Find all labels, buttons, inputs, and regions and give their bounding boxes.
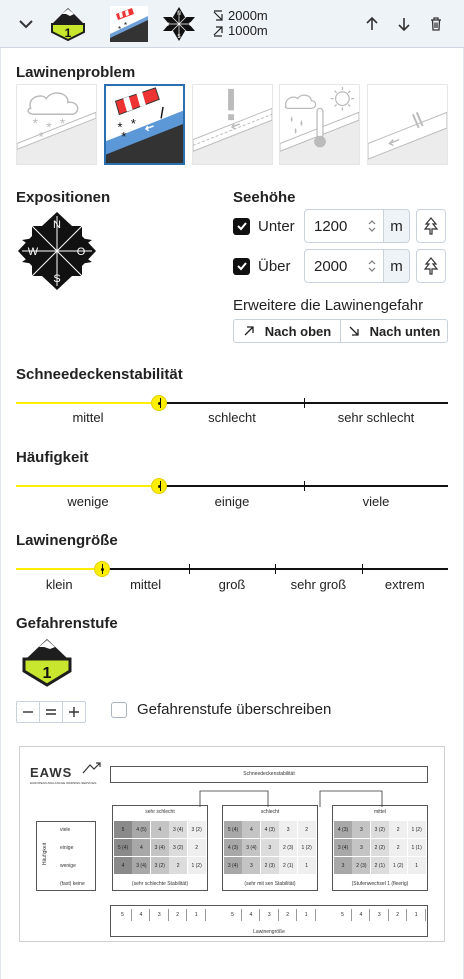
matrix-cell: 2	[169, 857, 187, 874]
svg-text:*: *	[121, 129, 127, 145]
elevation-upper-row	[233, 249, 410, 283]
matrix-row-label: wenige	[60, 863, 76, 869]
danger-level-number: 1	[42, 665, 52, 682]
stability-options	[16, 410, 448, 428]
new-snow-icon	[17, 85, 96, 164]
matrix-column-header: mittel	[374, 809, 386, 815]
matrix-cell: 4	[151, 821, 169, 838]
size-title: Lawinengröße	[16, 532, 118, 549]
matrix-row-label: einige	[60, 845, 74, 851]
matrix-cell: 3	[352, 821, 370, 838]
slider-knob[interactable]	[151, 478, 167, 494]
matrix-cell: 3 (2)	[151, 857, 169, 874]
aspect-label-e: O	[76, 246, 86, 258]
aspect-label-n: N	[53, 219, 61, 231]
matrix-size-cell: 4	[132, 909, 150, 921]
matrix-cell: 1 (2)	[298, 839, 316, 856]
slider-option-label[interactable]: wenige	[67, 494, 109, 509]
matrix-cell: 3 (2)	[371, 821, 389, 838]
slider-tick	[304, 398, 305, 408]
matrix-cell: 4 (3)	[261, 821, 279, 838]
matrix-size-cell: 2	[169, 909, 187, 921]
matrix-cell: 1	[408, 857, 426, 874]
slider-option-label[interactable]: extrem	[384, 577, 425, 592]
stability-header: Schneedeckenstabilität	[243, 771, 295, 777]
matrix-cell: 3 (4)	[242, 839, 260, 856]
arrow-down-right-icon	[348, 325, 360, 337]
matrix-cell: 3 (4)	[151, 839, 169, 856]
matrix-size-cell: 1	[408, 909, 426, 921]
plus-icon	[68, 706, 80, 718]
slider-option-label[interactable]: viele	[362, 494, 390, 509]
matrix-cell: 2 (3)	[279, 839, 297, 856]
elevation-lower-checkbox[interactable]	[233, 218, 250, 235]
slider-option-label[interactable]: mittel	[130, 577, 162, 592]
aspect-label-w: W	[27, 246, 39, 258]
extend-danger-group	[233, 319, 448, 343]
increase-button[interactable]	[62, 702, 85, 722]
elevation-lower-row	[233, 209, 410, 243]
extend-up-button[interactable]	[234, 320, 340, 342]
svg-text:*: *	[59, 115, 66, 131]
tree-icon	[423, 257, 439, 275]
matrix-cell: 3	[261, 839, 279, 856]
frequency-options	[16, 494, 448, 512]
slider-tick	[102, 564, 103, 574]
svg-text:*: *	[130, 115, 136, 131]
problem-wind-slab[interactable]	[104, 84, 185, 165]
elevation-upper-label: Über	[258, 257, 291, 275]
matrix-cell: 2	[389, 839, 407, 856]
eaws-matrix	[19, 746, 445, 942]
matrix-size-cell: 1	[298, 909, 316, 921]
matrix-cell: 1	[298, 857, 316, 874]
matrix-size-cell: 5	[224, 909, 242, 921]
aspect-w: W	[164, 22, 170, 28]
elevation-lower-input[interactable]	[304, 209, 410, 243]
slider-fill	[16, 568, 102, 570]
matrix-cell: 2	[188, 839, 206, 856]
problem-title: Lawinenproblem	[16, 64, 136, 81]
slider-tick	[189, 564, 190, 574]
matrix-size-cell: 3	[371, 909, 389, 921]
extend-down-label: Nach unten	[369, 323, 441, 339]
elevation-lower-unit: m	[383, 210, 409, 242]
matrix-cell: 3 (2)	[169, 839, 187, 856]
matrix-cell: 1 (2)	[408, 821, 426, 838]
spinner-icon[interactable]	[361, 210, 383, 242]
override-danger-option[interactable]	[111, 701, 331, 718]
svg-text:*: *	[118, 25, 122, 34]
danger-level-icon	[48, 6, 88, 42]
wind-slab-icon	[110, 6, 148, 42]
problem-new-snow[interactable]	[16, 84, 97, 165]
slider-tick	[160, 398, 161, 408]
override-label: Gefahrenstufe überschreiben	[137, 701, 332, 718]
matrix-cell: 3 (4)	[224, 857, 242, 874]
arrow-down-icon[interactable]	[392, 12, 416, 36]
matrix-cell: 2 (3)	[352, 857, 370, 874]
spinner-icon[interactable]	[361, 250, 383, 282]
slider-tick	[275, 564, 276, 574]
eaws-logo-subtitle: EUROPEAN AVALANCHE WARNING SERVICES	[30, 781, 97, 785]
matrix-size-cell: 1	[188, 909, 206, 921]
matrix-cell: 2 (1)	[371, 857, 389, 874]
elevation-lower-label: Unter	[258, 217, 295, 235]
aspect-e: O	[189, 22, 193, 28]
elevation-summary	[212, 8, 268, 38]
matrix-cell: 5 (4)	[224, 821, 242, 838]
elevation-below-icon	[212, 25, 224, 37]
matrix-cell: 1 (2)	[188, 857, 206, 874]
slider-fill	[16, 402, 159, 404]
matrix-size-cell: 3	[261, 909, 279, 921]
tree-icon	[423, 217, 439, 235]
matrix-cell: 4 (5)	[132, 821, 150, 838]
matrix-size-cell: 4	[242, 909, 260, 921]
problem-gliding-snow[interactable]	[367, 84, 448, 165]
slider-option-label[interactable]: sehr schlecht	[337, 410, 415, 425]
matrix-footer: (sehr mit sen Stabilität)	[244, 881, 296, 887]
matrix-cell: 4 (3)	[224, 839, 242, 856]
elevation-lower-value[interactable]: 1200	[314, 218, 348, 235]
danger-level-number: 1	[64, 26, 72, 40]
matrix-cell: 2	[389, 821, 407, 838]
danger-title: Gefahrenstufe	[16, 615, 118, 632]
aspect-rose-icon	[160, 6, 198, 42]
matrix-cell: 4	[114, 857, 132, 874]
override-checkbox[interactable]	[111, 702, 127, 718]
elevation-above-value: 2000m	[228, 8, 268, 23]
extend-danger-label: Erweitere die Lawinengefahr	[233, 297, 424, 314]
matrix-connectors	[20, 747, 446, 943]
problem-wet-snow[interactable]	[279, 84, 360, 165]
matrix-size-cell: 2	[389, 909, 407, 921]
elevation-upper-value[interactable]: 2000	[314, 258, 348, 275]
danger-level-stepper	[16, 701, 86, 723]
matrix-row-label: (fast) keine	[60, 881, 85, 887]
gliding-snow-icon	[368, 85, 447, 164]
extend-up-label: Nach oben	[264, 323, 332, 339]
matrix-cell: 1 (1)	[408, 839, 426, 856]
decrease-button[interactable]	[17, 702, 39, 722]
matrix-cell: 3	[334, 857, 352, 874]
stability-title: Schneedeckenstabilität	[16, 366, 183, 383]
matrix-cell: 3	[279, 821, 297, 838]
aspect-label-s: S	[53, 273, 61, 285]
matrix-size-cell: 5	[114, 909, 132, 921]
matrix-row-label: viele	[60, 827, 71, 833]
slider-option-label[interactable]: schlecht	[208, 410, 256, 425]
matrix-cell: 2 (2)	[371, 839, 389, 856]
size-label: Lawinengröße	[253, 929, 285, 935]
matrix-column-header: schlecht	[260, 809, 280, 815]
slider-fill	[16, 485, 159, 487]
treeline-lower-button[interactable]	[416, 209, 446, 243]
matrix-cell: 4 (3)	[334, 821, 352, 838]
matrix-cell: 3 (4)	[334, 839, 352, 856]
problem-persistent-weak-layers[interactable]	[192, 84, 273, 165]
slider-knob[interactable]	[151, 395, 167, 411]
slider-option-label[interactable]: groß	[218, 577, 246, 592]
extend-down-button[interactable]	[340, 320, 447, 342]
elevation-upper-checkbox[interactable]	[233, 258, 250, 275]
equals-icon	[45, 706, 57, 718]
problem-header	[0, 0, 464, 48]
matrix-cell: 3	[352, 839, 370, 856]
matrix-column-header: sehr schlecht	[145, 809, 175, 815]
danger-level-icon	[20, 637, 74, 687]
arrow-up-icon[interactable]	[360, 12, 384, 36]
elevation-below-value: 1000m	[228, 23, 268, 38]
elevation-upper-input[interactable]	[304, 249, 410, 283]
slider-tick	[304, 481, 305, 491]
size-options	[16, 577, 448, 595]
aspect-rose[interactable]	[16, 210, 98, 292]
slider-tick	[160, 481, 161, 491]
slider-option-label[interactable]: einige	[214, 494, 250, 509]
matrix-cell: 2 (3)	[261, 857, 279, 874]
matrix-footer: (Stufenwechsel 1 (fleerig)	[351, 881, 409, 887]
elevation-above-icon	[212, 10, 224, 22]
svg-text:*: *	[38, 129, 44, 145]
treeline-upper-button[interactable]	[416, 249, 446, 283]
trash-icon[interactable]	[424, 12, 448, 36]
slider-option-label[interactable]: sehr groß	[290, 577, 347, 592]
matrix-size-cell: 4	[352, 909, 370, 921]
svg-text:*: *	[32, 115, 38, 131]
svg-text:*: *	[117, 119, 123, 135]
matrix-cell: 4	[132, 839, 150, 856]
svg-text:*: *	[124, 21, 128, 30]
matrix-cell: 2 (1)	[279, 857, 297, 874]
matrix-cell: 5 (4)	[114, 839, 132, 856]
matrix-cell: 5	[114, 821, 132, 838]
aspect-s: S	[177, 34, 181, 40]
matrix-size-cell: 5	[334, 909, 352, 921]
svg-text:*: *	[46, 119, 52, 135]
matrix-cell: 4	[242, 821, 260, 838]
chevron-down-icon[interactable]	[14, 12, 38, 36]
matrix-cell: 3 (4)	[169, 821, 187, 838]
wet-snow-icon	[280, 85, 359, 164]
matrix-cell: 2	[298, 821, 316, 838]
slider-option-label[interactable]: mittel	[72, 410, 104, 425]
slider-option-label[interactable]: klein	[45, 577, 73, 592]
frequency-title: Häufigkeit	[16, 449, 89, 466]
aspect-n: N	[177, 11, 181, 17]
matrix-footer: (sehr schlechte Stabilität)	[131, 881, 189, 887]
matrix-cell: 1 (2)	[389, 857, 407, 874]
matrix-cell: 3 (4)	[132, 857, 150, 874]
matrix-size-cell: 3	[151, 909, 169, 921]
frequency-side-label: Häufigkeit	[42, 842, 49, 866]
matrix-cell: 3 (2)	[188, 821, 206, 838]
slider-tick	[362, 564, 363, 574]
matrix-size-cell: 2	[279, 909, 297, 921]
minus-icon	[22, 706, 34, 718]
arrow-up-right-icon	[243, 325, 255, 337]
elevation-title: Seehöhe	[233, 189, 296, 206]
persistent-weak-layer-icon	[193, 85, 272, 164]
eaws-logo: EAWS	[30, 765, 73, 780]
elevation-upper-unit: m	[383, 250, 409, 282]
matrix-cell: 3	[242, 857, 260, 874]
aspect-title: Expositionen	[16, 189, 111, 206]
wind-slab-icon	[106, 86, 183, 163]
reset-button[interactable]	[39, 702, 62, 722]
